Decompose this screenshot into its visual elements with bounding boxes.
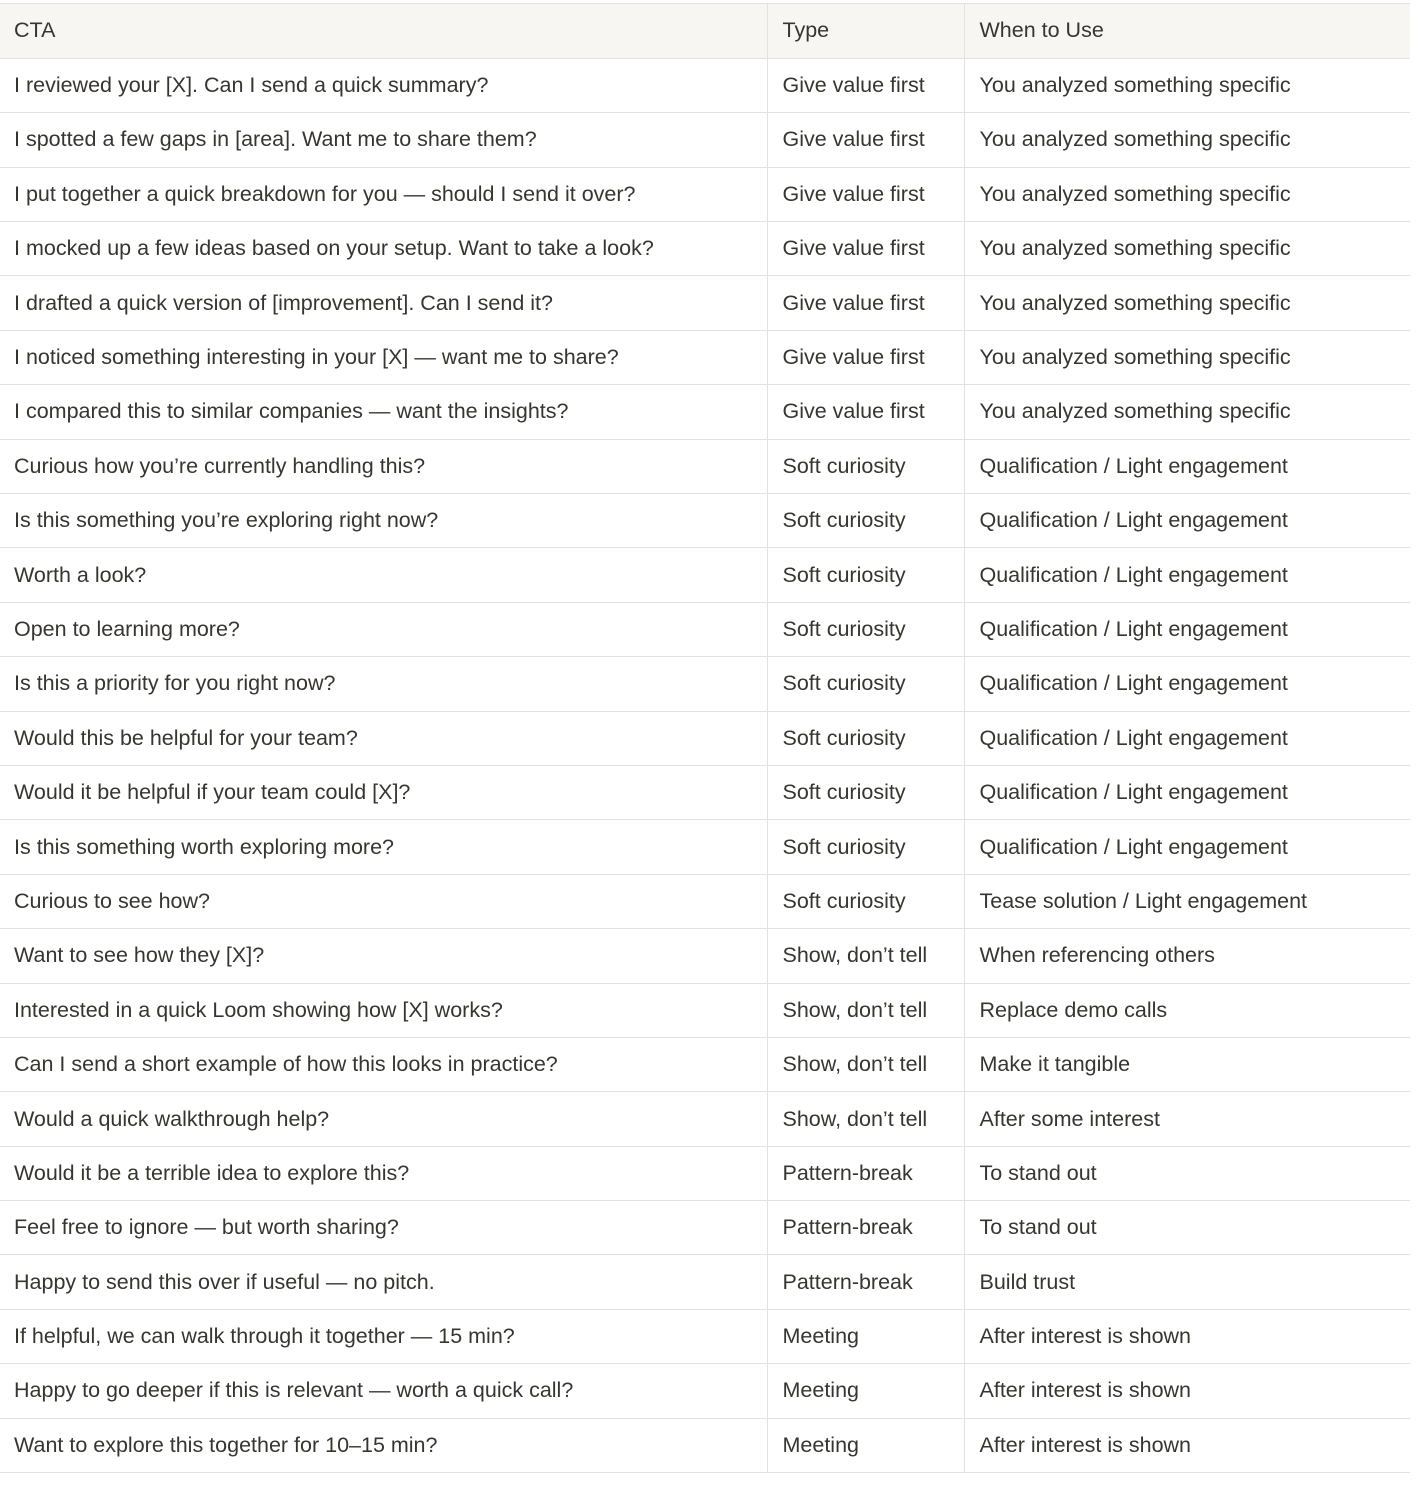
cell-cta[interactable]: Feel free to ignore — but worth sharing? bbox=[0, 1201, 767, 1255]
cell-when-to-use[interactable]: After interest is shown bbox=[964, 1309, 1410, 1363]
cell-cta[interactable]: Curious to see how? bbox=[0, 874, 767, 928]
cell-type[interactable]: Meeting bbox=[767, 1418, 964, 1472]
table-row bbox=[0, 1146, 1410, 1200]
cell-type[interactable]: Give value first bbox=[767, 167, 964, 221]
cell-when-to-use[interactable]: Qualification / Light engagement bbox=[964, 439, 1410, 493]
table-row bbox=[0, 929, 1410, 983]
cell-when-to-use[interactable]: Tease solution / Light engagement bbox=[964, 874, 1410, 928]
cell-type[interactable]: Soft curiosity bbox=[767, 602, 964, 656]
cell-type[interactable]: Meeting bbox=[767, 1364, 964, 1418]
table-row bbox=[0, 167, 1410, 221]
cell-when-to-use[interactable]: You analyzed something specific bbox=[964, 276, 1410, 330]
cell-type[interactable]: Give value first bbox=[767, 385, 964, 439]
cta-table bbox=[0, 4, 1410, 1473]
cell-cta[interactable]: Interested in a quick Loom showing how [X] works? bbox=[0, 983, 767, 1037]
cell-type[interactable]: Pattern-break bbox=[767, 1201, 964, 1255]
cell-cta[interactable]: Want to see how they [X]? bbox=[0, 929, 767, 983]
cell-cta[interactable]: Happy to send this over if useful — no pitch. bbox=[0, 1255, 767, 1309]
table-row bbox=[0, 330, 1410, 384]
cell-when-to-use[interactable]: Qualification / Light engagement bbox=[964, 548, 1410, 602]
cell-type[interactable]: Give value first bbox=[767, 330, 964, 384]
header-type[interactable]: Type bbox=[767, 4, 964, 58]
table-row bbox=[0, 113, 1410, 167]
cell-cta[interactable]: Is this something you’re exploring right now? bbox=[0, 494, 767, 548]
table-row bbox=[0, 820, 1410, 874]
table-row bbox=[0, 983, 1410, 1037]
cell-cta[interactable]: I spotted a few gaps in [area]. Want me to share them? bbox=[0, 113, 767, 167]
cell-cta[interactable]: I drafted a quick version of [improvement]. Can I send it? bbox=[0, 276, 767, 330]
cta-table-container bbox=[0, 3, 1410, 1473]
cell-when-to-use[interactable]: Make it tangible bbox=[964, 1037, 1410, 1091]
table-row bbox=[0, 385, 1410, 439]
cell-type[interactable]: Pattern-break bbox=[767, 1255, 964, 1309]
cell-when-to-use[interactable]: Qualification / Light engagement bbox=[964, 657, 1410, 711]
cell-cta[interactable]: Would it be a terrible idea to explore this? bbox=[0, 1146, 767, 1200]
cell-type[interactable]: Soft curiosity bbox=[767, 874, 964, 928]
cell-cta[interactable]: I mocked up a few ideas based on your setup. Want to take a look? bbox=[0, 222, 767, 276]
table-row bbox=[0, 765, 1410, 819]
table-row bbox=[0, 1092, 1410, 1146]
cell-when-to-use[interactable]: You analyzed something specific bbox=[964, 385, 1410, 439]
cell-type[interactable]: Give value first bbox=[767, 113, 964, 167]
cell-when-to-use[interactable]: After interest is shown bbox=[964, 1364, 1410, 1418]
table-row bbox=[0, 1037, 1410, 1091]
table-row bbox=[0, 602, 1410, 656]
cell-type[interactable]: Meeting bbox=[767, 1309, 964, 1363]
cell-when-to-use[interactable]: You analyzed something specific bbox=[964, 330, 1410, 384]
cell-type[interactable]: Soft curiosity bbox=[767, 439, 964, 493]
cell-when-to-use[interactable]: You analyzed something specific bbox=[964, 222, 1410, 276]
header-cta[interactable]: CTA bbox=[0, 4, 767, 58]
cell-cta[interactable]: Open to learning more? bbox=[0, 602, 767, 656]
table-row bbox=[0, 1255, 1410, 1309]
table-row bbox=[0, 276, 1410, 330]
cell-when-to-use[interactable]: To stand out bbox=[964, 1146, 1410, 1200]
table-row bbox=[0, 711, 1410, 765]
table-row bbox=[0, 1364, 1410, 1418]
cell-type[interactable]: Soft curiosity bbox=[767, 820, 964, 874]
cell-cta[interactable]: Happy to go deeper if this is relevant — worth a quick call? bbox=[0, 1364, 767, 1418]
header-when-to-use[interactable]: When to Use bbox=[964, 4, 1410, 58]
cell-when-to-use[interactable]: Qualification / Light engagement bbox=[964, 711, 1410, 765]
cell-when-to-use[interactable]: Qualification / Light engagement bbox=[964, 494, 1410, 548]
cell-when-to-use[interactable]: When referencing others bbox=[964, 929, 1410, 983]
cell-type[interactable]: Soft curiosity bbox=[767, 657, 964, 711]
cell-cta[interactable]: Want to explore this together for 10–15 min? bbox=[0, 1418, 767, 1472]
cell-cta[interactable]: I reviewed your [X]. Can I send a quick summary? bbox=[0, 58, 767, 112]
cell-when-to-use[interactable]: After interest is shown bbox=[964, 1418, 1410, 1472]
table-row bbox=[0, 548, 1410, 602]
cell-when-to-use[interactable]: You analyzed something specific bbox=[964, 58, 1410, 112]
table-row bbox=[0, 657, 1410, 711]
table-row bbox=[0, 439, 1410, 493]
cell-type[interactable]: Give value first bbox=[767, 276, 964, 330]
cell-cta[interactable]: Is this a priority for you right now? bbox=[0, 657, 767, 711]
table-row bbox=[0, 1201, 1410, 1255]
cell-type[interactable]: Give value first bbox=[767, 222, 964, 276]
table-header-row bbox=[0, 4, 1410, 58]
table-row bbox=[0, 1309, 1410, 1363]
cell-when-to-use[interactable]: Replace demo calls bbox=[964, 983, 1410, 1037]
cell-cta[interactable]: I put together a quick breakdown for you — should I send it over? bbox=[0, 167, 767, 221]
cell-cta[interactable]: Would a quick walkthrough help? bbox=[0, 1092, 767, 1146]
cell-cta[interactable]: Worth a look? bbox=[0, 548, 767, 602]
table-row bbox=[0, 874, 1410, 928]
cell-when-to-use[interactable]: You analyzed something specific bbox=[964, 113, 1410, 167]
cell-type[interactable]: Give value first bbox=[767, 58, 964, 112]
table-body bbox=[0, 58, 1410, 1472]
cell-when-to-use[interactable]: You analyzed something specific bbox=[964, 167, 1410, 221]
cell-when-to-use[interactable]: Qualification / Light engagement bbox=[964, 820, 1410, 874]
cell-type[interactable]: Soft curiosity bbox=[767, 494, 964, 548]
cell-type[interactable]: Soft curiosity bbox=[767, 765, 964, 819]
cell-cta[interactable]: Would this be helpful for your team? bbox=[0, 711, 767, 765]
cell-when-to-use[interactable]: Qualification / Light engagement bbox=[964, 765, 1410, 819]
cell-when-to-use[interactable]: Qualification / Light engagement bbox=[964, 602, 1410, 656]
cell-cta[interactable]: Can I send a short example of how this looks in practice? bbox=[0, 1037, 767, 1091]
cell-type[interactable]: Pattern-break bbox=[767, 1146, 964, 1200]
table-row bbox=[0, 1418, 1410, 1472]
cell-when-to-use[interactable]: To stand out bbox=[964, 1201, 1410, 1255]
cell-cta[interactable]: I compared this to similar companies — want the insights? bbox=[0, 385, 767, 439]
table-row bbox=[0, 58, 1410, 112]
cell-when-to-use[interactable]: After some interest bbox=[964, 1092, 1410, 1146]
cell-type[interactable]: Show, don’t tell bbox=[767, 983, 964, 1037]
cell-type[interactable]: Show, don’t tell bbox=[767, 1037, 964, 1091]
cell-type[interactable]: Soft curiosity bbox=[767, 711, 964, 765]
cell-cta[interactable]: Is this something worth exploring more? bbox=[0, 820, 767, 874]
table-row bbox=[0, 494, 1410, 548]
cell-cta[interactable]: Curious how you’re currently handling this? bbox=[0, 439, 767, 493]
cell-cta[interactable]: If helpful, we can walk through it together — 15 min? bbox=[0, 1309, 767, 1363]
cell-when-to-use[interactable]: Build trust bbox=[964, 1255, 1410, 1309]
cell-type[interactable]: Show, don’t tell bbox=[767, 929, 964, 983]
cell-cta[interactable]: I noticed something interesting in your [X] — want me to share? bbox=[0, 330, 767, 384]
cell-type[interactable]: Soft curiosity bbox=[767, 548, 964, 602]
cell-cta[interactable]: Would it be helpful if your team could [X]? bbox=[0, 765, 767, 819]
cell-type[interactable]: Show, don’t tell bbox=[767, 1092, 964, 1146]
table-row bbox=[0, 222, 1410, 276]
